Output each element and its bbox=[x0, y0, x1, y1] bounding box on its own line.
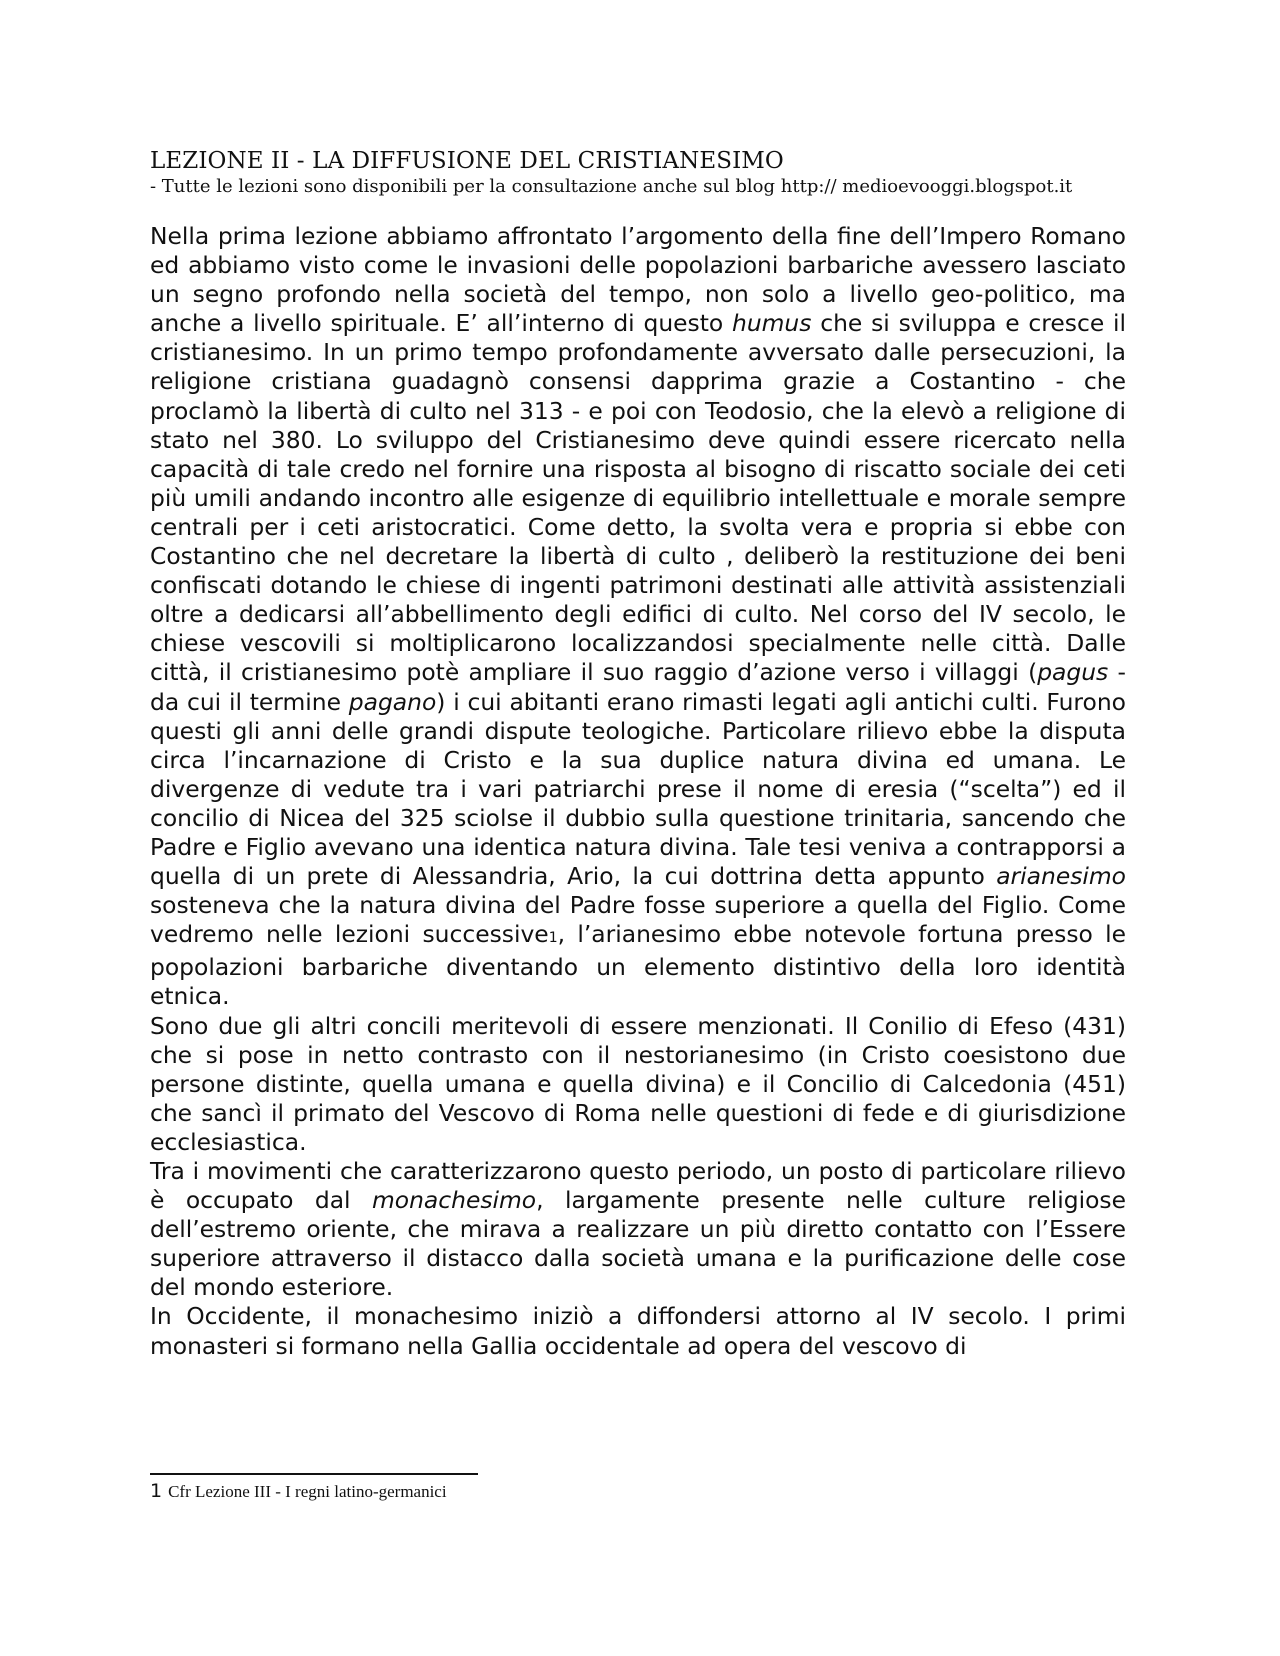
blog-note: - Tutte le lezioni sono disponibili per la consultazione anche sul blog http:// medioevooggi.blogspot.it bbox=[150, 176, 1073, 197]
paragraph-1-text-a: Nella prima lezione abbiamo affrontato l’argomento della fine dell’Impero Romano ed abbiamo visto come le invasioni delle popolazioni barbariche avessero lasciato un segno profondo nella società del tempo, non solo a livello geo-politico, ma anche a livello spirituale. E’ all’interno di questo bbox=[150, 222, 1126, 338]
paragraph-1-text-g: ) i cui abitanti erano rimasti legati agli antichi culti. Furono questi gli anni delle grandi dispute teologiche. Particolare rilievo ebbe la disputa circa l’incarnazione di Cristo e la sua duplice natura divina ed umana. Le divergenze di vedute tra i vari patriarchi prese il nome di eresia (“scelta”) ed il concilio di Nicea del 325 sciolse il dubbio sulla questione trinitaria, sancendo che Padre e Figlio avevano una identica natura divina. Tale tesi veniva a contrapporsi a quella di un prete di Alessandria, Ario, la cui dottrina detta appunto bbox=[150, 687, 1126, 891]
paragraph-3-text-a: Tra i movimenti che caratterizzarono questo periodo, un posto di particolare rilievo è occupato dal bbox=[150, 1157, 1126, 1215]
footnote-number: 1 bbox=[150, 1480, 163, 1502]
paragraph-4: In Occidente, il monachesimo iniziò a diffondersi attorno al IV secolo. I primi monasteri si formano nella Gallia occidentale ad opera del vescovo di bbox=[150, 1302, 1126, 1360]
page-title: LEZIONE II - LA DIFFUSIONE DEL CRISTIANESIMO bbox=[150, 148, 784, 174]
footnote-reference[interactable]: 1 bbox=[548, 930, 558, 947]
footnote-text: Cfr Lezione III - I regni latino-germanici bbox=[168, 1482, 447, 1501]
term-pagus: pagus bbox=[1037, 658, 1109, 687]
paragraph-1-text-j: , l’arianesimo ebbe notevole fortuna presso le popolazioni barbariche diventando un elemento distintivo della loro identità etnica. bbox=[150, 920, 1126, 1011]
paragraph-2: Sono due gli altri concili meritevoli di essere menzionati. Il Conilio di Efeso (431) che si pose in netto contrasto con il nestorianesimo (in Cristo coesistono due persone distinte, quella umana e quella divina) e il Concilio di Calcedonia (451) che sancì il primato del Vescovo di Roma nelle questioni di fede e di giurisdizione ecclesiastica. bbox=[150, 1011, 1126, 1156]
term-monachesimo: monachesimo bbox=[372, 1186, 537, 1215]
footnote bbox=[150, 1480, 447, 1503]
paragraph-1 bbox=[150, 222, 1126, 1012]
paragraph-3-text-c: , largamente presente nelle culture religiose dell’estremo oriente, che mirava a realizzare un più diretto contatto con l’Essere superiore attraverso il distacco dalla società umana e la purificazione delle cose del mondo esteriore. bbox=[150, 1186, 1126, 1302]
paragraph-1-text-e: - da cui il termine bbox=[150, 658, 1126, 716]
term-pagano: pagano bbox=[348, 687, 437, 716]
paragraph-1-text-c: che si sviluppa e cresce il cristianesimo. In un primo tempo profondamente avversato dalle persecuzioni, la religione cristiana guadagnò consensi dapprima grazie a Costantino - che proclamò la libertà di culto nel 313 - e poi con Teodosio, che la elevò a religione di stato nel 380. Lo sviluppo del Cristianesimo deve quindi essere ricercato nella capacità di tale credo nel fornire una risposta al bisogno di riscatto sociale dei ceti più umili andando incontro alle esigenze di equilibrio intellettuale e morale sempre centrali per i ceti aristocratici. Come detto, la svolta vera e propria si ebbe con Costantino che nel decretare la libertà di culto , deliberò la restituzione dei beni confiscati dotando le chiese di ingenti patrimoni destinati alle attività assistenziali oltre a dedicarsi all’abbellimento degli edifici di culto. Nel corso del IV secolo, le chiese vescovili si moltiplicarono localizzandosi specialmente nelle città. Dalle città, il cristianesimo potè ampliare il suo raggio d’azione verso i villaggi ( bbox=[150, 309, 1126, 687]
term-arianesimo: arianesimo bbox=[996, 862, 1126, 891]
paragraph-3 bbox=[150, 1157, 1126, 1302]
footnote-divider bbox=[150, 1473, 478, 1475]
paragraph-1-text-i: sosteneva che la natura divina del Padre fosse superiore a quella del Figlio. Come vedremo nelle lezioni successive bbox=[150, 891, 1126, 949]
term-humus: humus bbox=[732, 309, 812, 338]
document-content bbox=[150, 146, 1126, 1361]
